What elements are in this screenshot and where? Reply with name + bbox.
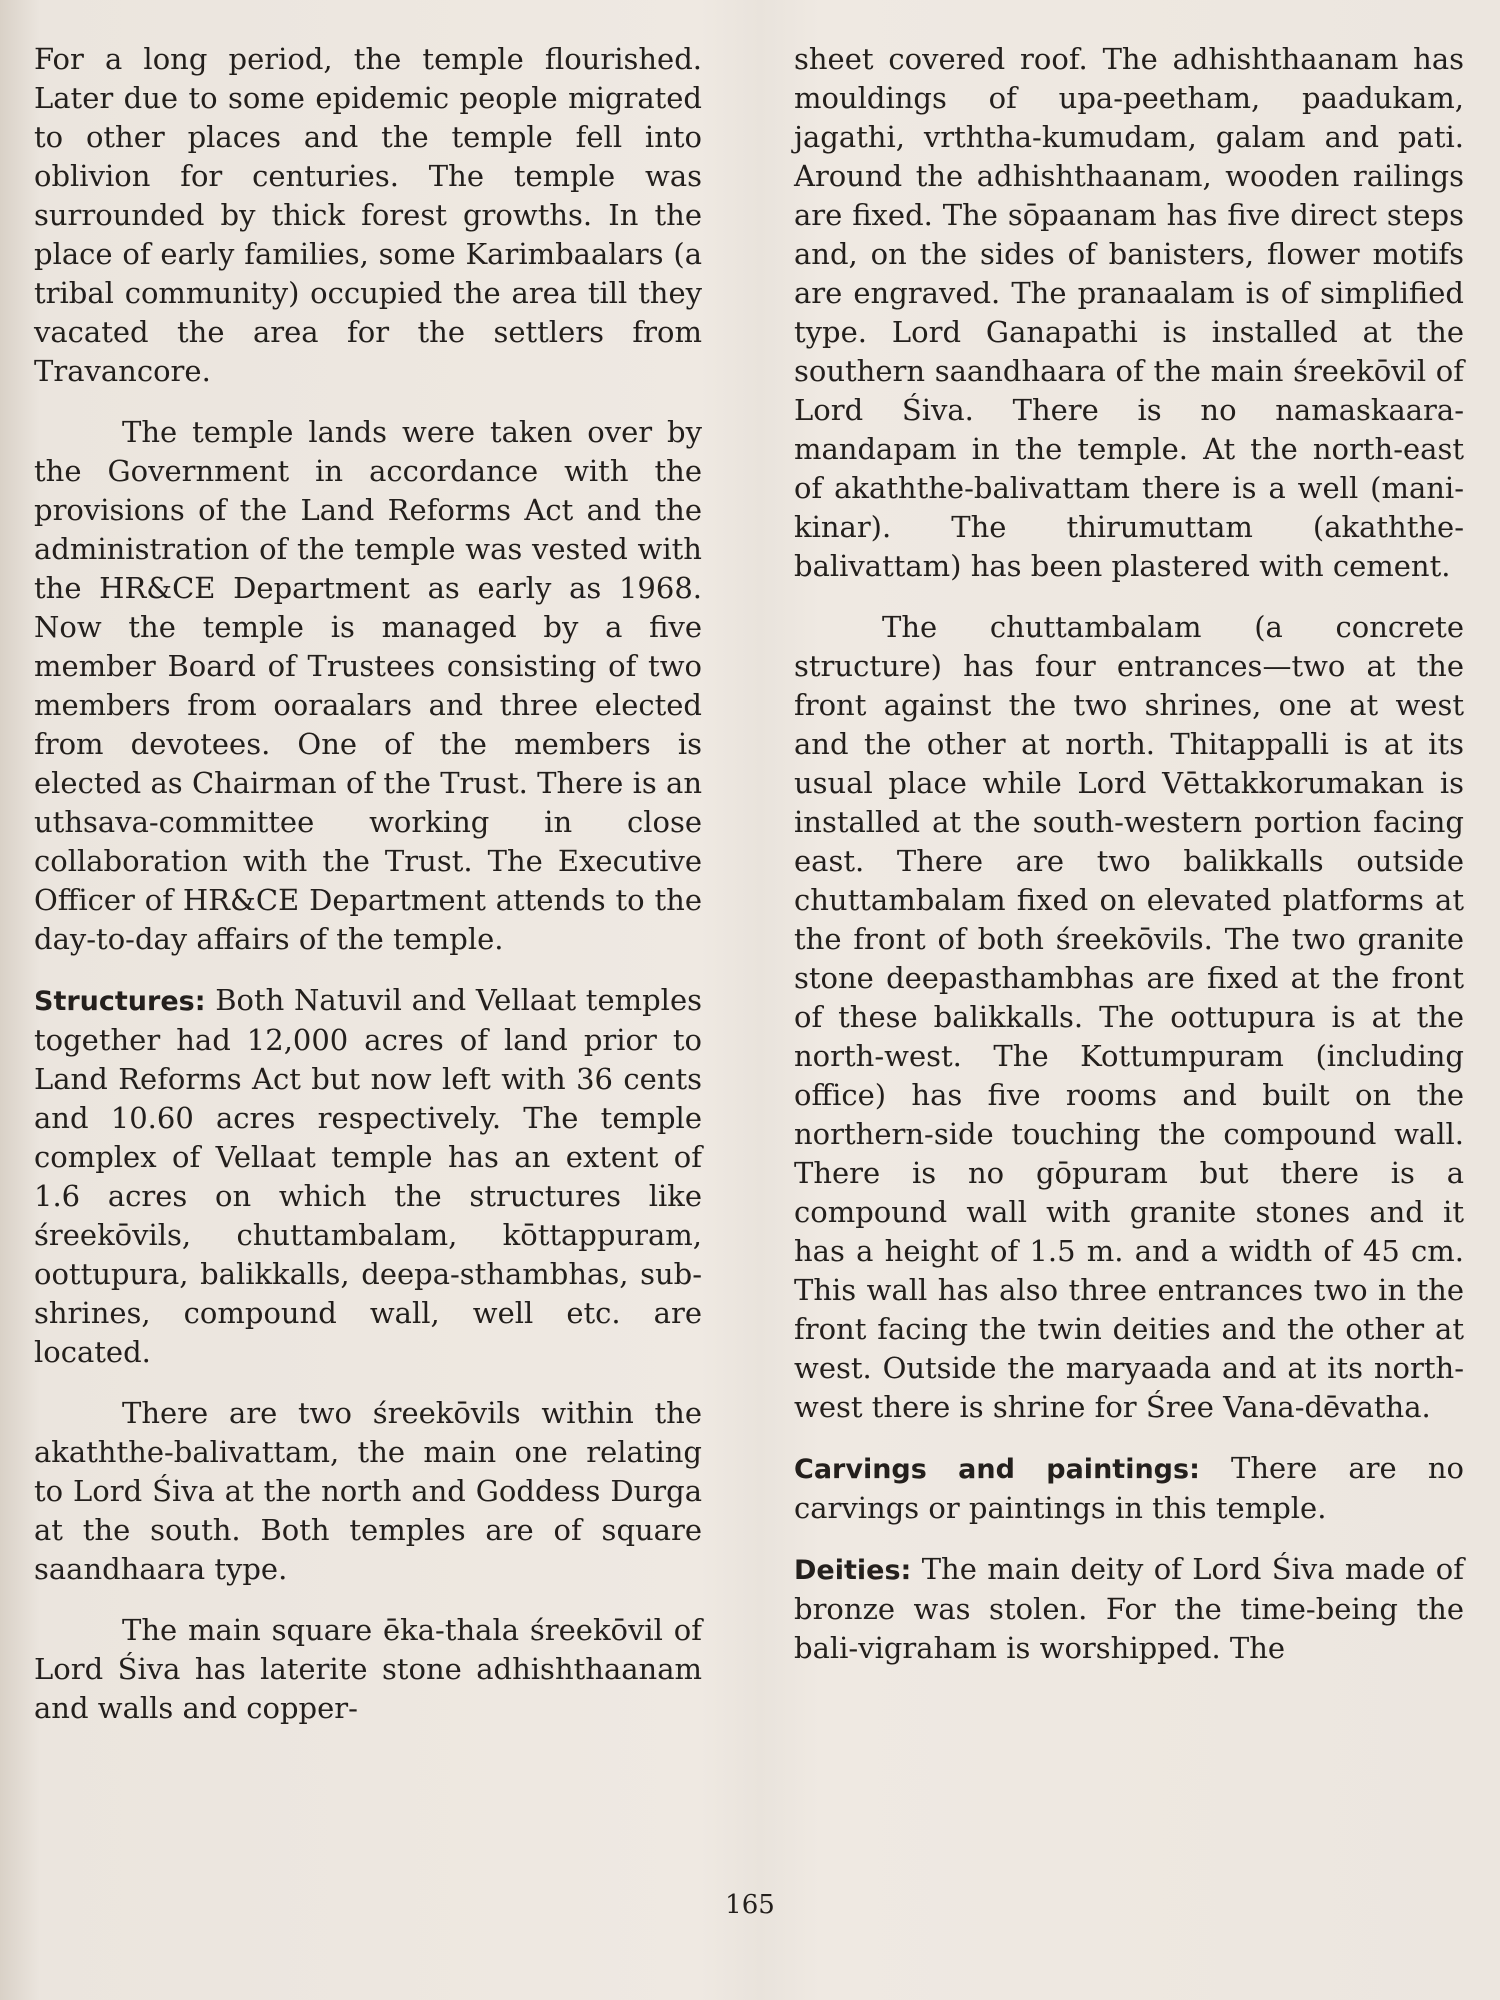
left-column: [34, 40, 702, 1750]
paragraph-adhishthaanam: sheet covered roof. The adhishthaanam has mouldings of upa-peetham, paadukam, jagathi, vrththa-kumudam, galam and pati. Around the adhishthaanam, wooden railings are fixed. The sōpaanam has five direct steps and, on the sides of banisters, flower motifs are engraved. The pranaalam is of simplified type. Lord Ganapathi is installed at the southern saandhaara of the main śreekōvil of Lord Śiva. There is no namaskaara-mandapam in the temple. At the north-east of akaththe-balivattam there is a well (mani-kinar). The thirumuttam (akaththe-balivattam) has been plastered with cement.: [794, 42, 1464, 583]
paragraph-temple-history: For a long period, the temple flourished. Later due to some epidemic people migrated to other places and the temple fell into oblivion for centuries. The temple was surrounded by thick forest growths. In the place of early families, some Karimbaalars (a tribal community) occupied the area till they vacated the area for the settlers from Travancore.: [34, 42, 702, 388]
deities-text: The main deity of Lord Śiva made of bronze was stolen. For the time-being the bali-vigraham is worshipped. The: [794, 1552, 1464, 1665]
carvings-text: There are no carvings or paintings in this temple.: [794, 1451, 1464, 1525]
paragraph-chuttambalam: The chuttambalam (a concrete structure) has four entrances—two at the front against the two shrines, one at west and the other at north. Thitappalli is at its usual place while Lord Vēttakkorumakan is installed at the south-western portion facing east. There are two balikkalls outside chuttambalam fixed on elevated platforms at the front of both śreekōvils. The two granite stone deepasthambhas are fixed at the front of these balikkalls. The oottupura is at the north-west. The Kottumpuram (including office) has five rooms and built on the northern-side touching the compound wall. There is no gōpuram but there is a compound wall with granite stones and it has a height of 1.5 m. and a width of 45 cm. This wall has also three entrances two in the front facing the twin deities and the other at west. Outside the maryaada and at its north-west there is shrine for Śree Vana-dēvatha.: [794, 610, 1464, 1424]
paragraph-sreekovils: There are two śreekōvils within the akaththe-balivattam, the main one relating to Lord Śiva at the north and Goddess Durga at the south. Both temples are of square saandhaara type.: [34, 1396, 702, 1586]
carvings-heading: Carvings and paintings:: [794, 1454, 1200, 1485]
paragraph-main-sreekovil: The main square ēka-thala śreekōvil of Lord Śiva has laterite stone adhishthaanam and walls and copper-: [34, 1613, 702, 1725]
right-column: [794, 40, 1464, 1690]
deities-heading: Deities:: [794, 1555, 912, 1586]
structures-heading: Structures:: [34, 986, 206, 1017]
page-number: 165: [725, 1890, 775, 1920]
paragraph-carvings: [794, 1449, 1464, 1528]
structures-text: Both Natuvil and Vellaat temples together had 12,000 acres of land prior to Land Reforms Act but now left with 36 cents and 10.60 acres respectively. The temple complex of Vellaat temple has an extent of 1.6 acres on which the structures like śreekōvils, chuttambalam, kōttappuram, oottupura, balikkalls, deepa-sthambhas, sub-shrines, compound wall, well etc. are located.: [34, 983, 703, 1369]
paragraph-structures: [34, 981, 702, 1372]
paragraph-administration: The temple lands were taken over by the Government in accordance with the provisions of the Land Reforms Act and the administration of the temple was vested with the HR&CE Department as early as 1968. Now the temple is managed by a five member Board of Trustees consisting of two members from ooraalars and three elected from devotees. One of the members is elected as Chairman of the Trust. There is an uthsava-committee working in close collaboration with the Trust. The Executive Officer of HR&CE Department attends to the day-to-day affairs of the temple.: [34, 415, 702, 956]
paragraph-deities: [794, 1550, 1464, 1668]
